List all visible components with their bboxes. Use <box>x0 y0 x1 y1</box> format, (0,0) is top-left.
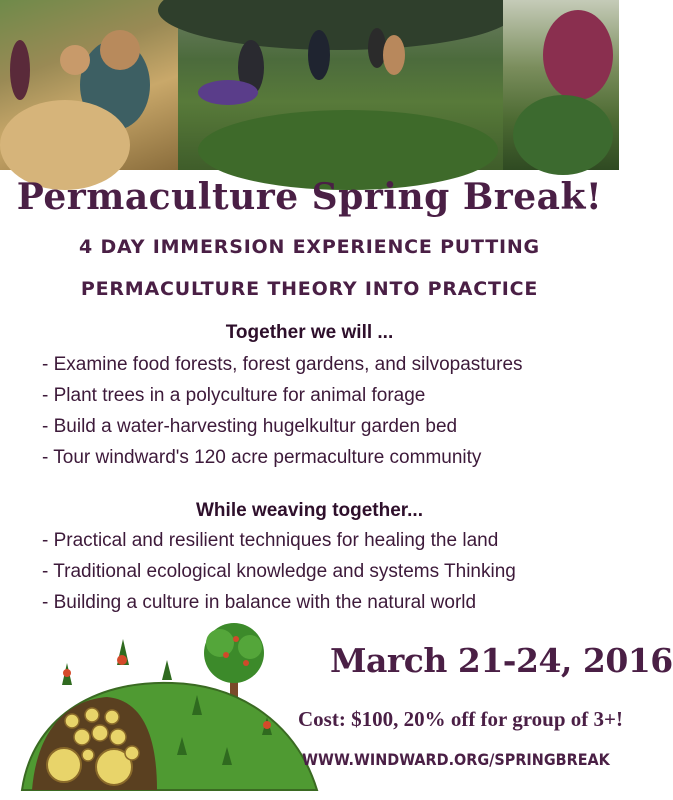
event-cost: Cost: $100, 20% off for group of 3+! <box>298 707 623 731</box>
weaving-heading: While weaving together... <box>196 500 423 521</box>
page-title: Permaculture Spring Break! <box>16 176 603 218</box>
photo-straw-workers <box>0 0 178 170</box>
list-item: - Build a water-harvesting hugelkultur garden bed <box>42 416 458 437</box>
list-item: - Tour windward's 120 acre permaculture community <box>42 447 482 468</box>
list-item: - Examine food forests, forest gardens, and silvopastures <box>42 354 523 375</box>
photo-strip <box>0 0 619 170</box>
list-item: - Building a culture in balance with the natural world <box>42 592 477 613</box>
event-url[interactable]: WWW.WINDWARD.ORG/SPRINGBREAK <box>302 750 610 769</box>
subtitle-line-1: 4 DAY IMMERSION EXPERIENCE PUTTING <box>79 236 540 258</box>
hugelkultur-illustration <box>22 625 322 795</box>
subtitle-line-2: PERMACULTURE THEORY INTO PRACTICE <box>80 278 539 300</box>
photo-flowering-shrub <box>503 0 619 170</box>
weaving-list <box>42 525 516 618</box>
event-dates: March 21-24, 2016 <box>330 641 673 680</box>
list-item: - Plant trees in a polyculture for animal forage <box>42 385 426 406</box>
photo-garden-group <box>178 0 503 170</box>
together-list <box>42 349 523 473</box>
list-item: - Practical and resilient techniques for healing the land <box>42 530 499 551</box>
together-heading: Together we will ... <box>225 322 394 343</box>
list-item: - Traditional ecological knowledge and systems Thinking <box>42 561 516 582</box>
